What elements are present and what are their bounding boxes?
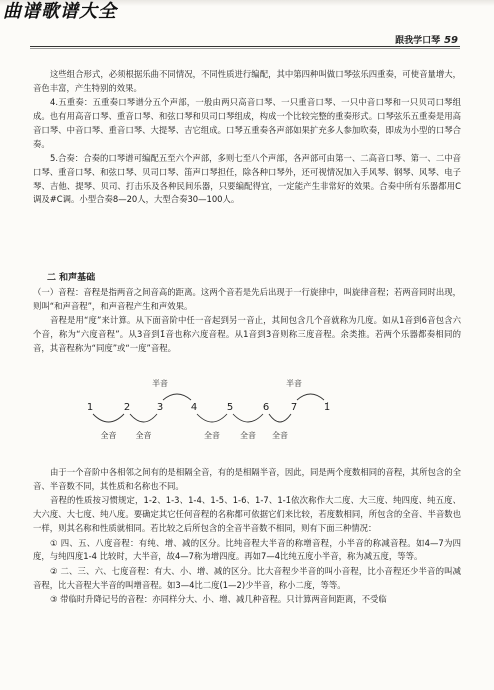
paragraph: ② 二、三、六、七度音程：有大、小、增、减的区分。比大音程少半音的叫小音程，比小音程还少半音的叫减音程，比大音程大半音的叫增音程。如3—4比二度(1—2)少半音，称小二度，等等。 (33, 565, 461, 590)
paragraph: 音程是用“度”来计算。从下面音阶中任一音起到另一音止，其间包含几个音就称为几度。如从1音到6音包含六个音，称为“六度音程”。从3音到1̇音也称六度音程。从1音到3音则称三度音程。余类推。若两个乐器都奏相同的音，其音程称为“同度”或“一度”音程。 (33, 315, 461, 353)
scale-note: 3 (156, 402, 164, 413)
whole-tone-label: 全音 (272, 431, 288, 440)
paragraph: 4.五重奏：五重奏口琴谱分五个声部，一般由两只高音口琴、一只重音口琴、一只中音口琴和一只贝司口琴组成。也有用高音口琴、重音口琴、和弦口琴和贝司口琴组成，构成一个比较完整的重奏形式。口琴弦乐五重奏是用高音口琴、中音口琴、重音口琴、大提琴、吉它组成。口琴五重奏各声部如果扩充多人参加吹奏，即成为小型的口琴合奏。 (33, 97, 461, 149)
half-tone-arc (163, 394, 191, 400)
scale-note: 6 (262, 402, 270, 413)
whole-tone-label: 全音 (204, 431, 220, 440)
scale-note: 4 (190, 402, 198, 413)
paragraph: 由于一个音阶中各相邻之间有的是相隔全音，有的是相隔半音，因此，同是两个度数相同的音程，其所包含的全音、半音数不同，其性质和名称也不同。 (33, 467, 461, 491)
scale-note: 2 (123, 402, 131, 413)
whole-tone-label: 全音 (100, 431, 117, 440)
whole-tone-arc (233, 414, 263, 422)
scale-note: 1̇ (323, 402, 331, 413)
half-tone-label: 半音 (286, 379, 302, 388)
whole-tone-arc (93, 414, 124, 422)
top-text-block (33, 68, 461, 207)
header-rule-thin (30, 48, 460, 49)
whole-tone-label: 全音 (135, 431, 152, 440)
page-number: 59 (444, 35, 458, 46)
paragraph: 这些组合形式，必须根据乐曲不同情况，不同性质进行编配，其中第四种叫做口琴弦乐四重奏，可使音量增大，音色丰富，产生特别的效果。 (33, 69, 461, 93)
whole-tone-arc (197, 414, 227, 422)
paragraph: 5.合奏：合奏的口琴谱可编配五至六个声部，多则七至八个声部，各声部可由第一、二高音口琴、第一、二中音口琴、重音口琴、和弦口琴、贝司口琴、笛声口琴担任，除各种口琴外，还可视情况加入手风琴、钢琴、风琴、电子琴、吉他、提琴、贝司、打击乐及各种民间乐器，只要编配得宜，一定能产生非常好的效果。合奏中所有乐器都用C调及#C调。小型合奏8—20人，大型合奏30—100人。 (33, 153, 461, 205)
site-watermark-title: 曲谱歌谱大全 (3, 1, 117, 22)
half-tone-arc (297, 394, 324, 400)
scale-notes (87, 401, 330, 413)
whole-tone-label: 全音 (240, 431, 256, 440)
header-rule (30, 46, 460, 47)
section-heading: 二 和声基础 (47, 273, 96, 283)
mid-text-block (33, 286, 461, 356)
running-title: 跟我学口琴 (395, 36, 441, 46)
half-tone-label: 半音 (152, 379, 168, 388)
paragraph: 音程的性质按习惯规定，1-2、1-3、1-4、1-5、1-6、1-7、1-1̇依次称作大二度、大三度、纯四度、纯五度、大六度、大七度、纯八度。要确定其它任何音程的名称都可依据它们来比较，若度数相同，所包含的全音、半音数也一样，则其名称和性质就相同。若比较之后所包含的全音半音数不相同，则有下面三种情况： (33, 495, 461, 533)
half-tone-labels (152, 378, 302, 388)
running-header (395, 33, 458, 46)
scale-note: 5 (226, 402, 234, 413)
scale-note: 1 (86, 402, 94, 413)
whole-tone-arc (269, 414, 291, 422)
whole-tone-labels (101, 430, 289, 440)
paragraph: ③ 带临时升降记号的音程：亦同样分大、小、增、减几种音程。只计算两音间距离，不受临 (50, 594, 387, 605)
whole-tone-arc (130, 414, 157, 422)
scale-note: 7 (290, 402, 298, 413)
paragraph: ① 四、五、八度音程：有纯、增、减的区分。比纯音程大半音的称增音程，小半音的称减音程。如4—7为四度，与纯四度1-4 比较时，大半音，故4—7称为增四度。再如7—4̇比纯五度小半音，称为减五度，等等。 (33, 537, 461, 562)
scale-interval-diagram (70, 372, 410, 452)
site-banner (0, 0, 494, 22)
paragraph: （一）音程：音程是指两音之间音高的距离。这两个音若是先后出现于一行旋律中，叫旋律音程；若两音同时出现，则叫“和声音程”，和声音程产生和声效果。 (33, 287, 461, 311)
bottom-text-block (33, 466, 461, 607)
